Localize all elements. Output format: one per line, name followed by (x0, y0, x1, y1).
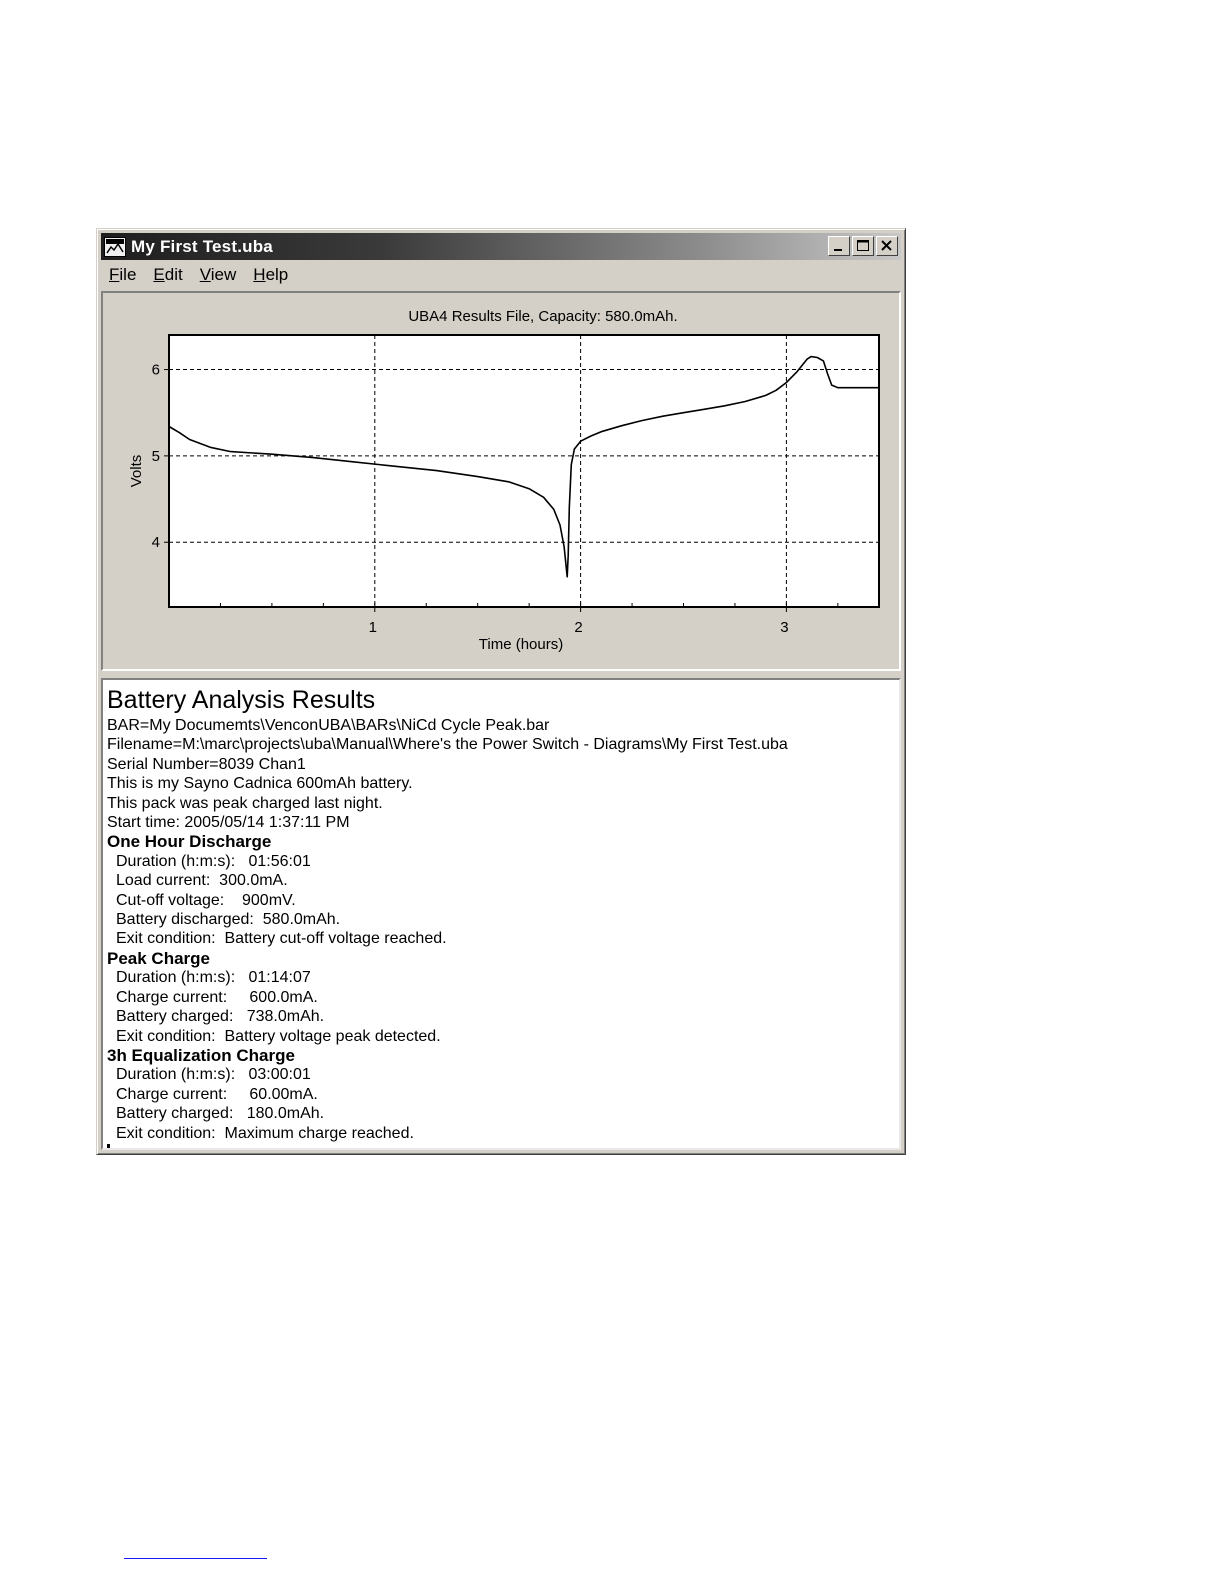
title-bar[interactable] (101, 233, 901, 260)
section-line: Exit condition: Battery cut-off voltage reached. (116, 930, 447, 948)
info-start-time: Start time: 2005/05/14 1:37:11 PM (107, 814, 350, 832)
chart-title: UBA4 Results File, Capacity: 580.0mAh. (408, 308, 678, 325)
info-note-1: This is my Sayno Cadnica 600mAh battery. (107, 775, 413, 793)
section-line: Duration (h:m:s): 01:56:01 (116, 852, 311, 870)
close-button[interactable] (876, 236, 898, 256)
info-bar-path: BAR=My Documemts\VenconUBA\BARs\NiCd Cycle Peak.bar (107, 717, 550, 734)
minimize-button[interactable] (828, 236, 850, 256)
section-line: Exit condition: Battery voltage peak detected. (116, 1027, 441, 1045)
chart-panel (101, 291, 901, 671)
menu-file-label: ile (119, 265, 137, 284)
x-tick-label: 3 (780, 619, 789, 636)
info-serial-number: Serial Number=8039 Chan1 (107, 755, 306, 773)
menu-edit-mnemonic: E (153, 265, 165, 284)
menu-help-label: elp (265, 265, 289, 284)
x-tick-label: 1 (368, 619, 377, 636)
footnote-separator (124, 1558, 267, 1559)
minimize-icon (832, 239, 846, 253)
y-tick-label: 4 (151, 534, 160, 552)
info-filename: Filename=M:\marc\projects\uba\Manual\Where's the Power Switch - Diagrams\My First Test.uba (107, 736, 788, 754)
section-line: Duration (h:m:s): 03:00:01 (116, 1066, 311, 1084)
menu-edit[interactable] (145, 265, 191, 285)
menu-view[interactable] (192, 265, 246, 285)
x-axis-label: Time (hours) (478, 636, 564, 653)
app-icon[interactable] (104, 237, 126, 257)
y-axis-label: Volts (128, 454, 145, 488)
menu-file[interactable] (101, 265, 145, 285)
text-caret (107, 1144, 110, 1150)
menu-file-mnemonic: F (109, 265, 120, 284)
results-heading: Battery Analysis Results (107, 686, 376, 714)
window-title: My First Test.uba (131, 236, 273, 256)
menu-view-label: iew (210, 265, 237, 284)
section-line: Cut-off voltage: 900mV. (116, 891, 296, 909)
menu-edit-label: dit (164, 265, 183, 284)
section-title: 3h Equalization Charge (107, 1045, 295, 1065)
section-title: Peak Charge (107, 948, 210, 968)
section-line: Battery discharged: 580.0mAh. (116, 911, 341, 929)
section-line: Charge current: 600.0mA. (116, 988, 318, 1006)
menu-bar (101, 262, 901, 288)
maximize-icon (856, 239, 870, 253)
y-tick-label: 6 (151, 361, 160, 379)
info-note-2: This pack was peak charged last night. (107, 794, 383, 812)
section-line: Battery charged: 180.0mAh. (116, 1105, 325, 1123)
plot-area (169, 335, 879, 607)
section-line: Charge current: 60.00mA. (116, 1085, 318, 1103)
maximize-button[interactable] (852, 236, 874, 256)
results-panel[interactable] (101, 678, 901, 1150)
section-title: One Hour Discharge (107, 832, 272, 852)
section-line: Duration (h:m:s): 01:14:07 (116, 969, 311, 987)
close-icon (880, 239, 894, 253)
menu-view-mnemonic: V (199, 265, 211, 284)
uba-window (96, 228, 906, 1155)
menu-help-mnemonic: H (253, 265, 266, 284)
menu-help[interactable] (245, 265, 297, 285)
section-line: Exit condition: Maximum charge reached. (116, 1124, 414, 1142)
section-line: Load current: 300.0mA. (116, 872, 288, 890)
y-tick-label: 5 (151, 447, 160, 465)
voltage-chart (103, 293, 899, 669)
section-line: Battery charged: 738.0mAh. (116, 1008, 325, 1026)
x-tick-label: 2 (574, 619, 583, 636)
